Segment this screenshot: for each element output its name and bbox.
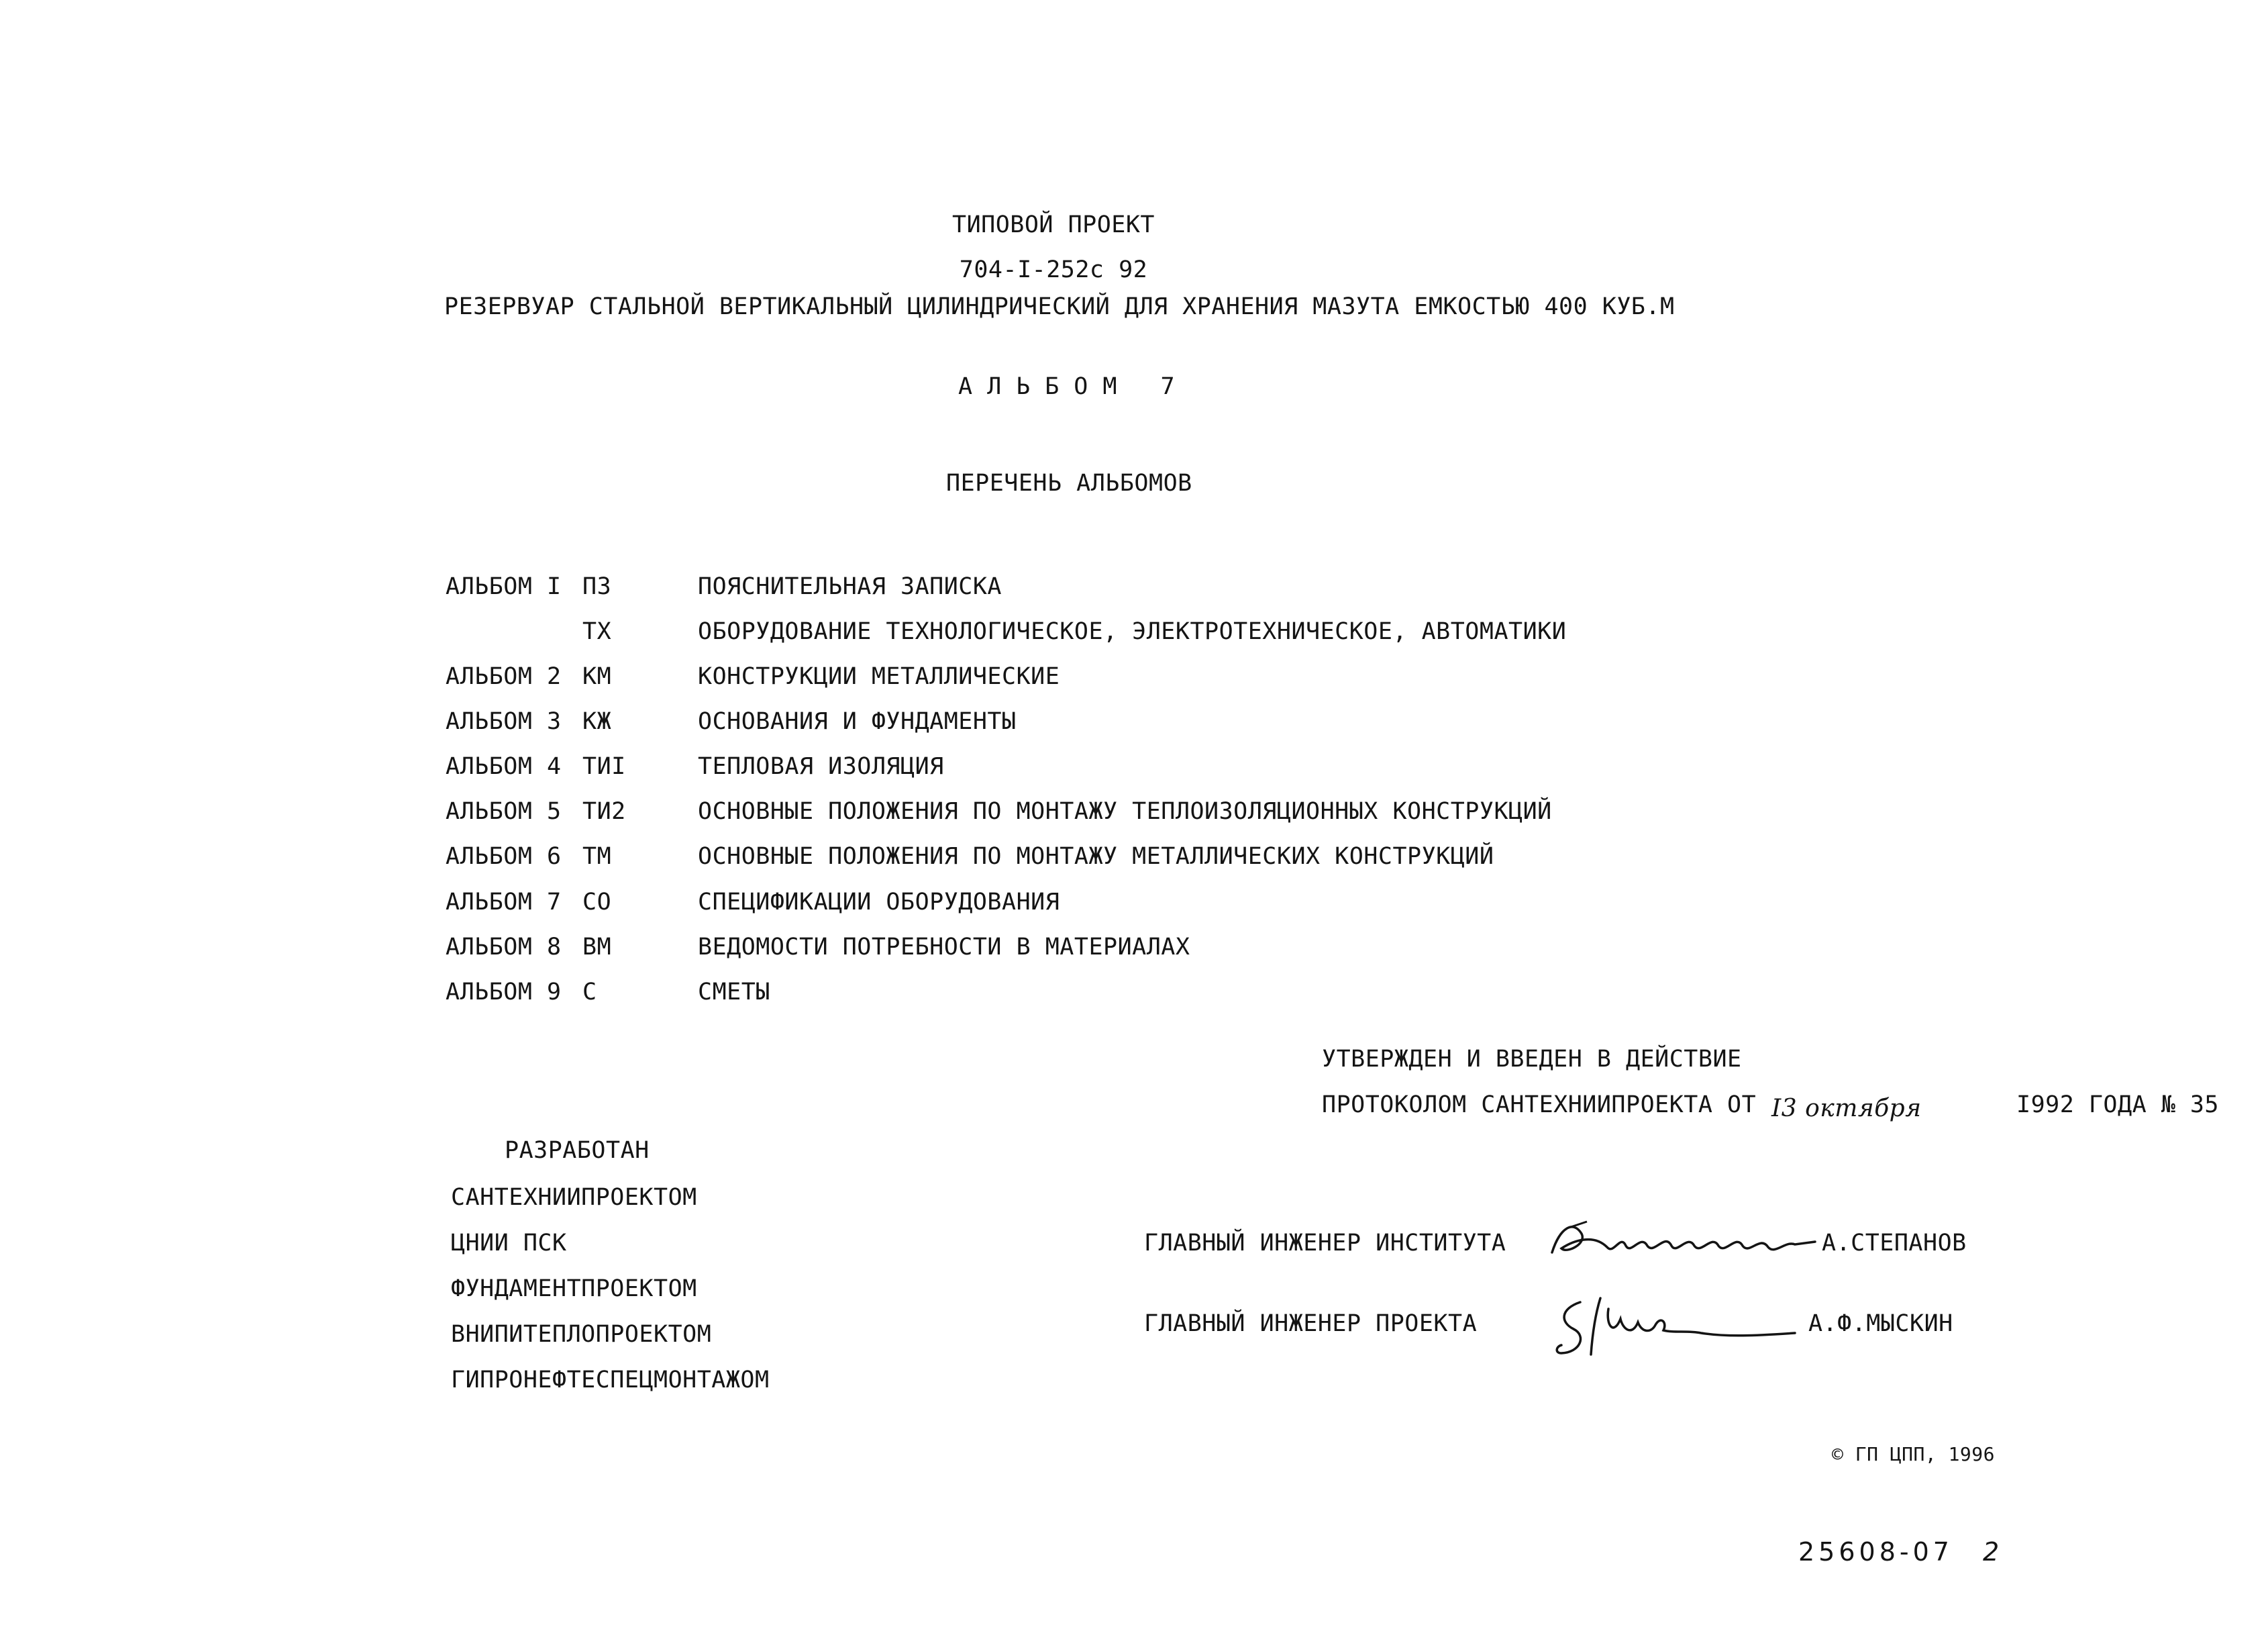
project-code: 704-I-252с 92	[959, 256, 1148, 283]
album-name: ОСНОВНЫЕ ПОЛОЖЕНИЯ ПО МОНТАЖУ МЕТАЛЛИЧЕСКИХ КОНСТРУКЦИЙ	[698, 843, 1494, 870]
album-name: СМЕТЫ	[698, 979, 770, 1005]
developer-org: ЦНИИ ПСК	[451, 1230, 567, 1257]
album-label: АЛЬБОМ 7	[446, 889, 562, 916]
album-label: АЛЬБОМ 9	[446, 979, 562, 1005]
album-mark: ПЗ	[582, 573, 612, 600]
album-mark: ВМ	[582, 934, 612, 961]
copyright: © ГП ЦПП, 1996	[1832, 1443, 1996, 1465]
developer-org: ФУНДАМЕНТПРОЕКТОМ	[451, 1275, 697, 1302]
album-mark: КМ	[582, 663, 612, 690]
approval-line-2: ПРОТОКОЛОМ САНТЕХНИИПРОЕКТА ОТ	[1322, 1091, 1757, 1118]
developer-org: ГИПРОНЕФТЕСПЕЦМОНТАЖОМ	[451, 1367, 770, 1393]
signature-name: А.СТЕПАНОВ	[1822, 1230, 1967, 1257]
signature-scribble	[1553, 1289, 1808, 1363]
project-title: РЕЗЕРВУАР СТАЛЬНОЙ ВЕРТИКАЛЬНЫЙ ЦИЛИНДРИЧЕСКИЙ ДЛЯ ХРАНЕНИЯ МАЗУТА ЕМКОСТЬЮ 400 КУБ.М	[444, 293, 1675, 320]
album-label: АЛЬБОМ 2	[446, 663, 562, 690]
signature-name: А.Ф.МЫСКИН	[1808, 1310, 1953, 1337]
album-label: АЛЬБОМ 4	[446, 753, 562, 780]
developer-org: САНТЕХНИИПРОЕКТОМ	[451, 1184, 697, 1211]
album-mark: ТИI	[582, 753, 626, 780]
approval-line-1: УТВЕРЖДЕН И ВВЕДЕН В ДЕЙСТВИЕ	[1322, 1046, 1742, 1073]
page-number: 2	[1983, 1537, 2004, 1567]
album-label: АЛЬБОМ 8	[446, 934, 562, 961]
album-mark: СО	[582, 889, 612, 916]
signature-scribble	[1547, 1214, 1828, 1267]
album-label: АЛЬБОМ 6	[446, 843, 562, 870]
album-name: ОСНОВНЫЕ ПОЛОЖЕНИЯ ПО МОНТАЖУ ТЕПЛОИЗОЛЯЦИОННЫХ КОНСТРУКЦИЙ	[698, 798, 1552, 825]
list-title: ПЕРЕЧЕНЬ АЛЬБОМОВ	[946, 470, 1192, 497]
document-number: 25608-07	[1798, 1537, 1953, 1567]
album-name: КОНСТРУКЦИИ МЕТАЛЛИЧЕСКИЕ	[698, 663, 1060, 690]
album-name: ПОЯСНИТЕЛЬНАЯ ЗАПИСКА	[698, 573, 1002, 600]
album-mark: КЖ	[582, 708, 612, 735]
album-name: ВЕДОМОСТИ ПОТРЕБНОСТИ В МАТЕРИАЛАХ	[698, 934, 1190, 961]
signature-role: ГЛАВНЫЙ ИНЖЕНЕР ПРОЕКТА	[1144, 1310, 1478, 1337]
album-mark: ТИ2	[582, 798, 626, 825]
album-name: ОСНОВАНИЯ И ФУНДАМЕНТЫ	[698, 708, 1017, 735]
developed-label: РАЗРАБОТАН	[505, 1137, 650, 1164]
album-name: СПЕЦИФИКАЦИИ ОБОРУДОВАНИЯ	[698, 889, 1060, 916]
signature-role: ГЛАВНЫЙ ИНЖЕНЕР ИНСТИТУТА	[1144, 1230, 1506, 1257]
album-name: ТЕПЛОВАЯ ИЗОЛЯЦИЯ	[698, 753, 944, 780]
developer-org: ВНИПИТЕПЛОПРОЕКТОМ	[451, 1321, 712, 1348]
album-label: АЛЬБОМ 3	[446, 708, 562, 735]
approval-year-number: I992 ГОДА № 35	[2016, 1091, 2220, 1118]
album-mark: ТХ	[582, 618, 612, 645]
album-label: АЛЬБОМ 5	[446, 798, 562, 825]
album-number: АЛЬБОМ 7	[958, 373, 1190, 400]
album-name: ОБОРУДОВАНИЕ ТЕХНОЛОГИЧЕСКОЕ, ЭЛЕКТРОТЕХНИЧЕСКОЕ, АВТОМАТИКИ	[698, 618, 1567, 645]
approval-date: I3 октября	[1771, 1095, 1922, 1122]
album-mark: С	[582, 979, 597, 1005]
project-kind: ТИПОВОЙ ПРОЕКТ	[951, 211, 1155, 238]
album-mark: ТМ	[582, 843, 612, 870]
album-label: АЛЬБОМ I	[446, 573, 562, 600]
